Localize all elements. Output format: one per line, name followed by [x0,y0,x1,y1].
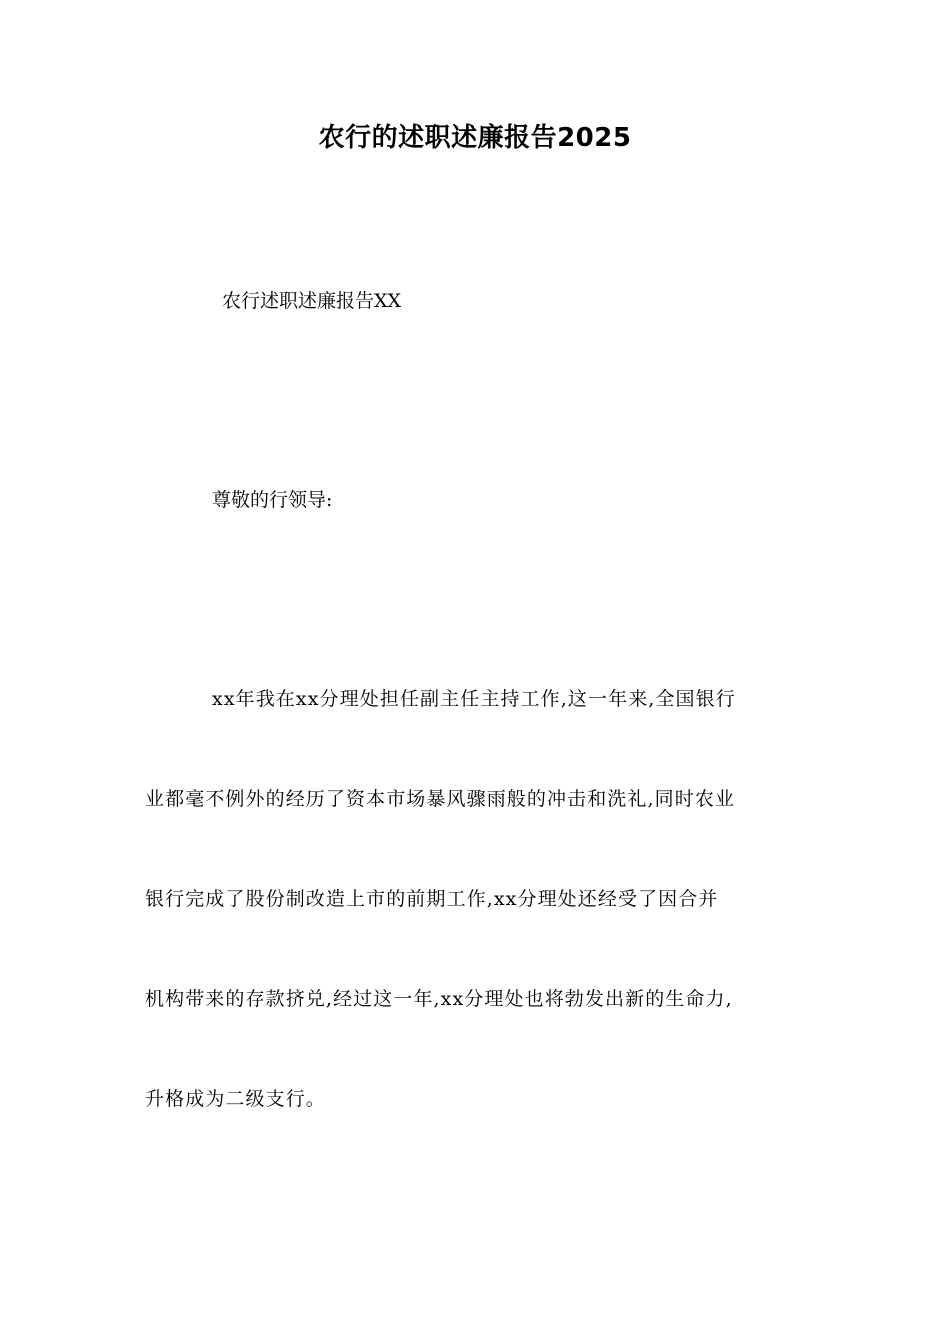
body-line: 机构带来的存款挤兑,经过这一年,xx分理处也将勃发出新的生命力, [145,988,733,1010]
document-subtitle: 农行述职述廉报告XX [222,290,402,312]
body-line: 升格成为二级支行。 [145,1088,326,1110]
body-line: xx年我在xx分理处担任副主任主持工作,这一年来,全国银行 [212,688,736,710]
body-line: 银行完成了股份制改造上市的前期工作,xx分理处还经受了因合并 [145,888,719,910]
salutation: 尊敬的行领导: [212,489,333,511]
document-title: 农行的述职述廉报告2025 [318,123,632,153]
body-line: 业都毫不例外的经历了资本市场暴风骤雨般的冲击和洗礼,同时农业 [145,788,736,810]
body-paragraph [145,684,825,1184]
